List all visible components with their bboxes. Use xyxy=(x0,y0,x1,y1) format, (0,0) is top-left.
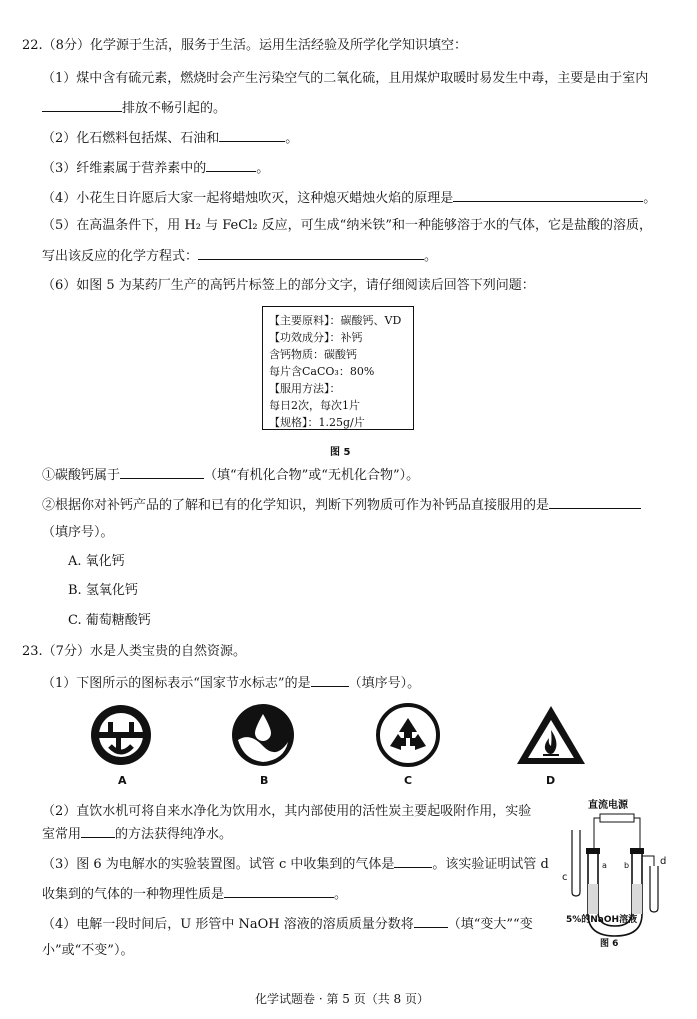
q22-sub1-text: ①碳酸钙属于 xyxy=(42,468,121,483)
calcium-tablet-label xyxy=(262,306,414,430)
q22-sub1 xyxy=(42,465,419,485)
q22-part1-text: （1）煤中含有硫元素，燃烧时会产生污染空气的二氧化硫，且用煤炉取暖时易发生中毒，主要是由于室内 xyxy=(42,71,649,86)
q23-part2-tail: 的方法获得纯净水。 xyxy=(115,827,233,842)
page-footer: 化学试题卷 · 第 5 页（共 8 页） xyxy=(255,992,429,1006)
q23-part4-line2: 小”或“不变”）。 xyxy=(42,943,134,958)
icon-label-d: D xyxy=(546,774,556,787)
option-b: B. 氢氧化钙 xyxy=(68,583,138,598)
answer-blank[interactable] xyxy=(311,673,349,687)
answer-blank[interactable] xyxy=(394,854,432,868)
q23-part3-line2 xyxy=(42,884,347,904)
answer-blank[interactable] xyxy=(120,465,204,479)
tube-d-label: d xyxy=(660,856,667,867)
answer-blank[interactable] xyxy=(198,246,424,260)
q23-part4-mid: （填“变大”“变 xyxy=(447,917,533,932)
answer-blank[interactable] xyxy=(224,884,334,898)
electrode-a-label: a xyxy=(602,861,607,870)
q23-part3-text: （3）图 6 为电解水的实验装置图。试管 c 中收集到的气体是 xyxy=(42,857,395,872)
answer-blank[interactable] xyxy=(549,495,641,509)
q22-part2-text: （2）化石燃料包括煤、石油和 xyxy=(42,131,220,146)
label-line: 每日2次，每次1片 xyxy=(269,399,360,412)
electrolysis-apparatus-diagram xyxy=(560,796,672,956)
answer-blank[interactable] xyxy=(206,158,256,172)
answer-blank[interactable] xyxy=(81,824,115,838)
answer-blank[interactable] xyxy=(42,98,122,112)
icon-label-a: A xyxy=(118,774,127,787)
q23-part2-head: 室常用 xyxy=(42,827,82,842)
q22-sub2-text: ②根据你对补钙产品的了解和已有的化学知识，判断下列物质可作为补钙品直接服用的是 xyxy=(42,498,550,513)
q23-part1-tail: （填序号）。 xyxy=(348,676,421,691)
q23-part4 xyxy=(42,914,533,934)
label-line: 【服用方法】： xyxy=(269,382,341,395)
q22-part3 xyxy=(42,158,269,178)
recycle-icon xyxy=(375,702,441,768)
period: 。 xyxy=(256,161,270,176)
answer-blank[interactable] xyxy=(453,188,643,202)
q23-part2-line2 xyxy=(42,824,232,844)
q22-part5-text: （5）在高温条件下，用 H₂ 与 FeCl₂ 反应，可生成“纳米铁”和一种能够溶于水的气体，它是盐酸的溶质， xyxy=(42,218,652,233)
q23-header: 23.（7分）水是人类宝贵的自然资源。 xyxy=(22,644,246,659)
q22-part1-tail: 排放不畅引起的。 xyxy=(122,101,227,116)
option-c: C. 葡萄糖酸钙 xyxy=(68,613,151,628)
q23-part1 xyxy=(42,673,420,693)
q22-part4-text: （4）小花生日许愿后大家一起将蜡烛吹灭，这种熄灭蜡烛火焰的原理是 xyxy=(42,191,454,206)
period: 。 xyxy=(334,887,348,902)
q23-part4-text: （4）电解一段时间后，U 形管中 NaOH 溶液的溶质质量分数将 xyxy=(42,917,414,932)
electrode-b-label: b xyxy=(624,861,630,870)
label-line: 含钙物质：碳酸钙 xyxy=(269,348,357,361)
icon-label-c: C xyxy=(404,774,413,787)
water-drop-logo-icon xyxy=(230,702,296,768)
label-line: 【规格】：1.25g/片 xyxy=(269,416,365,429)
q23-part2-text: （2）直饮水机可将自来水净化为饮用水，其内部使用的活性炭主要起吸附作用，实验 xyxy=(42,804,532,819)
q22-sub2-tail: （填序号）。 xyxy=(42,525,114,540)
tube-c-label: c xyxy=(562,872,568,883)
q23-part3-mid: 。该实验证明试管 d xyxy=(432,857,549,872)
period: 。 xyxy=(285,131,299,146)
label-line: 【主要原料】：碳酸钙、VD xyxy=(269,314,402,327)
period: 。 xyxy=(643,191,657,206)
label-line: 每片含CaCO₃：80% xyxy=(269,365,375,378)
flammable-warning-icon xyxy=(514,702,588,768)
q22-header: 22.（8分）化学源于生活，服务于生活。运用生活经验及所学化学知识填空： xyxy=(22,38,467,53)
water-saving-logo-icon xyxy=(88,702,154,768)
q22-part6: （6）如图 5 为某药厂生产的高钙片标签上的部分文字，请仔细阅读后回答下列问题： xyxy=(42,278,535,293)
q22-part5-line2 xyxy=(42,246,437,266)
answer-blank[interactable] xyxy=(219,128,285,142)
figure-5-caption: 图 5 xyxy=(330,447,351,458)
q22-part3-text: （3）纤维素属于营养素中的 xyxy=(42,161,207,176)
label-line: 【功效成分】：补钙 xyxy=(269,331,363,344)
naoh-solution-label: 5%的NaOH溶液 xyxy=(566,915,638,925)
q22-part4 xyxy=(42,188,656,208)
q23-part1-text: （1）下图所示的图标表示“国家节水标志”的是 xyxy=(42,676,311,691)
period: 。 xyxy=(424,249,438,264)
q23-part3 xyxy=(42,854,549,874)
figure-6-caption: 图 6 xyxy=(600,939,619,949)
q22-sub2 xyxy=(42,495,641,515)
q22-part2 xyxy=(42,128,298,148)
q22-sub1-tail: （填“有机化合物”或“无机化合物”）。 xyxy=(204,468,420,483)
answer-blank[interactable] xyxy=(414,914,448,928)
icon-label-b: B xyxy=(260,774,269,787)
option-a: A. 氧化钙 xyxy=(68,554,125,569)
power-supply-label: 直流电源 xyxy=(588,800,628,811)
q22-part5-tail: 写出该反应的化学方程式： xyxy=(42,249,199,264)
q23-part3-tail: 收集到的气体的一种物理性质是 xyxy=(42,887,225,902)
q22-part1-line2 xyxy=(42,98,226,118)
